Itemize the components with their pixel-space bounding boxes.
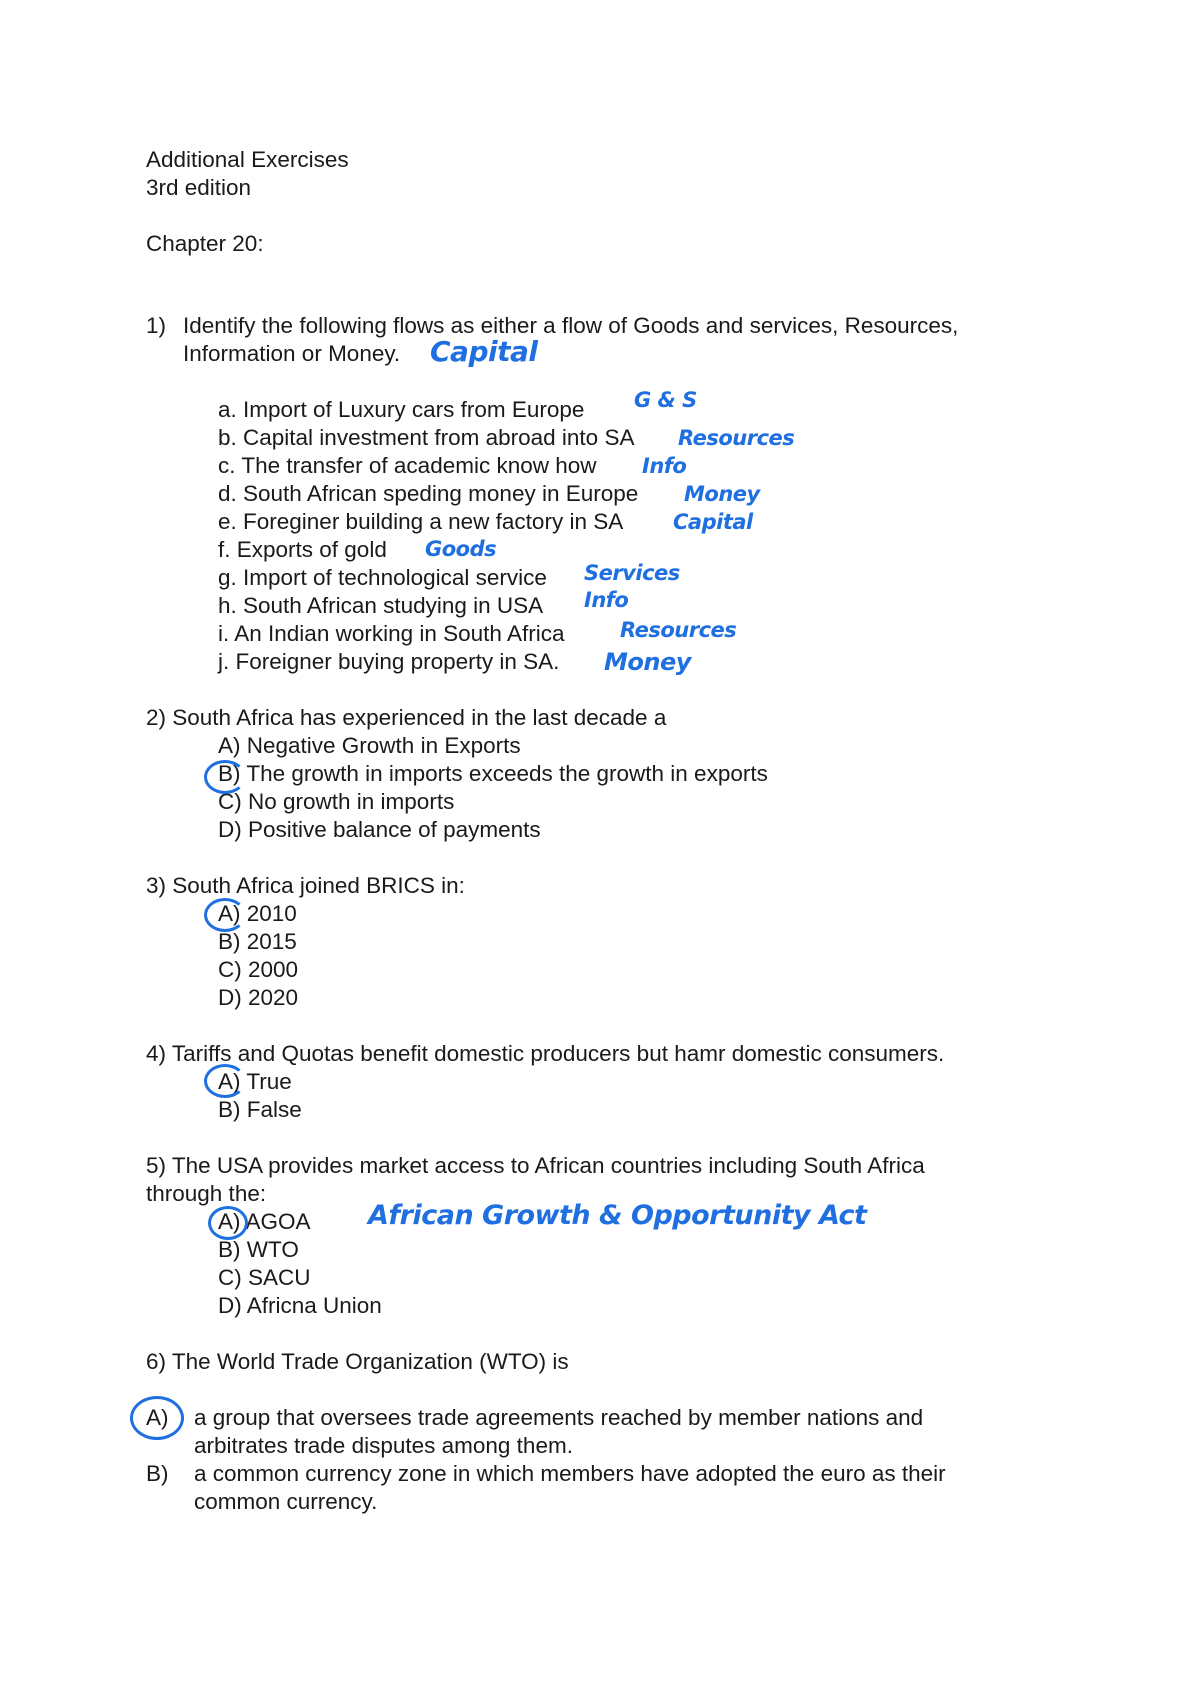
q2-option-d: D) Positive balance of payments <box>218 817 541 842</box>
q2-stem: 2) South Africa has experienced in the last decade a <box>146 705 667 730</box>
q4-answer-circle <box>204 1064 246 1098</box>
q1-item-d-note: Money <box>684 482 760 506</box>
q2-option-c: C) No growth in imports <box>218 789 455 814</box>
q1-item-d: d. South African speding money in Europe <box>218 481 639 506</box>
q5-option-d: D) Africna Union <box>218 1293 382 1318</box>
q1-stem-line1: Identify the following flows as either a flow of Goods and services, Resources, <box>183 313 959 338</box>
q4-stem: 4) Tariffs and Quotas benefit domestic producers but hamr domestic consumers. <box>146 1041 945 1066</box>
q5-option-a: A) AGOA <box>218 1209 311 1234</box>
chapter-heading: Chapter 20: <box>146 231 264 256</box>
q1-stem-line2: Information or Money. <box>183 341 401 366</box>
q3-option-b: B) 2015 <box>218 929 297 954</box>
q1-item-f: f. Exports of gold <box>218 537 387 562</box>
q1-item-c-note: Info <box>642 454 687 478</box>
q3-answer-circle <box>204 898 246 932</box>
q6-option-b-line1: a common currency zone in which members have adopted the euro as their <box>194 1461 946 1486</box>
q6-stem: 6) The World Trade Organization (WTO) is <box>146 1349 569 1374</box>
q6-option-b-line2: common currency. <box>194 1489 378 1514</box>
q1-handwritten-note: Capital <box>430 335 538 368</box>
q2-option-b: B) The growth in imports exceeds the growth in exports <box>218 761 768 786</box>
q3-option-a: A) 2010 <box>218 901 297 926</box>
q5-stem-line1: 5) The USA provides market access to African countries including South Africa <box>146 1153 925 1178</box>
q1-item-j-note: Money <box>604 648 691 676</box>
q4-option-b: B) False <box>218 1097 302 1122</box>
q6-option-b-label: B) <box>146 1461 169 1486</box>
q1-item-h-note: Info <box>584 588 629 612</box>
q1-item-a: a. Import of Luxury cars from Europe <box>218 397 585 422</box>
q5-option-c: C) SACU <box>218 1265 311 1290</box>
q1-item-g: g. Import of technological service <box>218 565 547 590</box>
q5-option-b: B) WTO <box>218 1237 299 1262</box>
q6-option-a-line1: a group that oversees trade agreements reached by member nations and <box>194 1405 924 1430</box>
q3-option-c: C) 2000 <box>218 957 299 982</box>
q6-option-a-line2: arbitrates trade disputes among them. <box>194 1433 573 1458</box>
q1-item-i-note: Resources <box>620 618 737 642</box>
q1-item-g-note: Services <box>584 561 680 585</box>
q1-item-h: h. South African studying in USA <box>218 593 544 618</box>
q2-option-a: A) Negative Growth in Exports <box>218 733 521 758</box>
q5-handwritten-note: African Growth & Opportunity Act <box>368 1200 867 1231</box>
q1-number: 1) <box>146 313 167 338</box>
q2-answer-circle <box>204 760 246 794</box>
q5-stem-line2: through the: <box>146 1181 267 1206</box>
edition-label: 3rd edition <box>146 175 252 200</box>
q1-item-c: c. The transfer of academic know how <box>218 453 597 478</box>
q6-answer-circle <box>130 1396 184 1440</box>
q5-answer-circle <box>208 1206 248 1240</box>
q1-item-b: b. Capital investment from abroad into SA <box>218 425 635 450</box>
q1-item-e: e. Foreginer building a new factory in SA <box>218 509 624 534</box>
document-title: Additional Exercises <box>146 147 349 172</box>
q4-option-a: A) True <box>218 1069 292 1094</box>
q1-item-j: j. Foreigner buying property in SA. <box>218 649 560 674</box>
q1-item-f-note: Goods <box>425 537 497 561</box>
q6-option-a-label: A) <box>146 1405 169 1430</box>
q3-stem: 3) South Africa joined BRICS in: <box>146 873 465 898</box>
q1-item-e-note: Capital <box>673 510 753 534</box>
q3-option-d: D) 2020 <box>218 985 299 1010</box>
q1-item-a-note: G & S <box>634 388 697 412</box>
q1-item-i: i. An Indian working in South Africa <box>218 621 565 646</box>
q1-item-b-note: Resources <box>678 426 795 450</box>
